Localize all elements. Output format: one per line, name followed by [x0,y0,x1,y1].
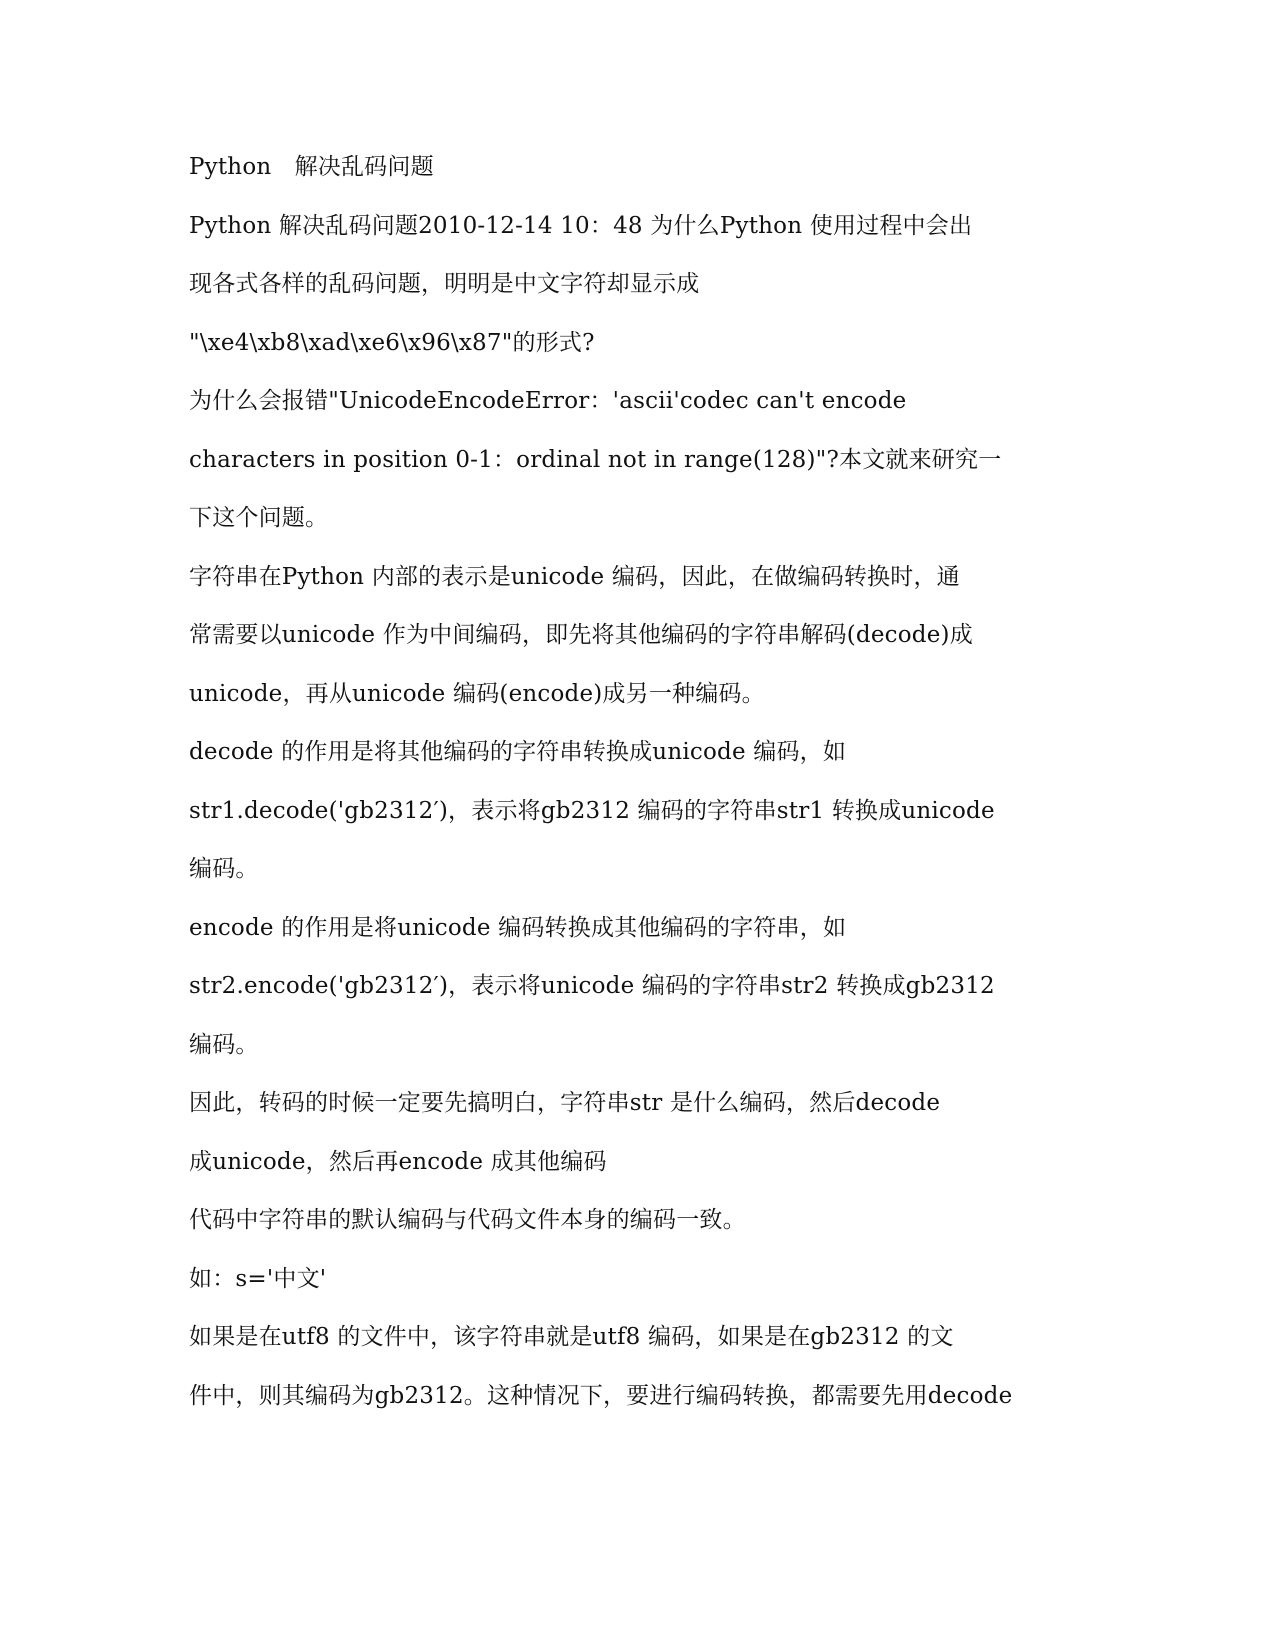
text-line: 如：s='中文' [189,1266,327,1292]
text-line: 代码中字符串的默认编码与代码文件本身的编码一致。 [189,1207,746,1233]
text-line: 编码。 [189,1032,259,1058]
text-line: 现各式各样的乱码问题，明明是中文字符却显示成 [189,271,700,297]
text-line: encode 的作用是将unicode 编码转换成其他编码的字符串，如 [189,915,847,941]
text-line: 常需要以unicode 作为中间编码，即先将其他编码的字符串解码(decode)成 [189,622,973,648]
text-line: str1.decode('gb2312′)，表示将gb2312 编码的字符串str1 转换成unicode [189,798,995,824]
document-title: Python 解决乱码问题 [189,154,434,180]
text-line: characters in position 0-1：ordinal not in range(128)"?本文就来研究一 [189,447,1002,473]
text-line: unicode，再从unicode 编码(encode)成另一种编码。 [189,681,765,707]
text-line: Python 解决乱码问题2010-12-14 10：48 为什么Python 使用过程中会出 [189,213,973,239]
text-line: 成unicode，然后再encode 成其他编码 [189,1149,607,1175]
text-line: 为什么会报错"UnicodeEncodeError：'ascii'codec can't encode [189,388,907,414]
text-line: "\xe4\xb8\xad\xe6\x96\x87"的形式? [189,330,595,356]
text-line: 如果是在utf8 的文件中，该字符串就是utf8 编码，如果是在gb2312 的文 [189,1324,954,1350]
text-line: 件中，则其编码为gb2312。这种情况下，要进行编码转换，都需要先用decode [189,1383,1013,1409]
text-line: decode 的作用是将其他编码的字符串转换成unicode 编码，如 [189,739,847,765]
text-line: 下这个问题。 [189,505,329,531]
text-line: str2.encode('gb2312′)，表示将unicode 编码的字符串str2 转换成gb2312 [189,973,995,999]
text-line: 字符串在Python 内部的表示是unicode 编码，因此，在做编码转换时，通 [189,564,960,590]
text-line: 因此，转码的时候一定要先搞明白，字符串str 是什么编码，然后decode [189,1090,941,1116]
text-line: 编码。 [189,856,259,882]
